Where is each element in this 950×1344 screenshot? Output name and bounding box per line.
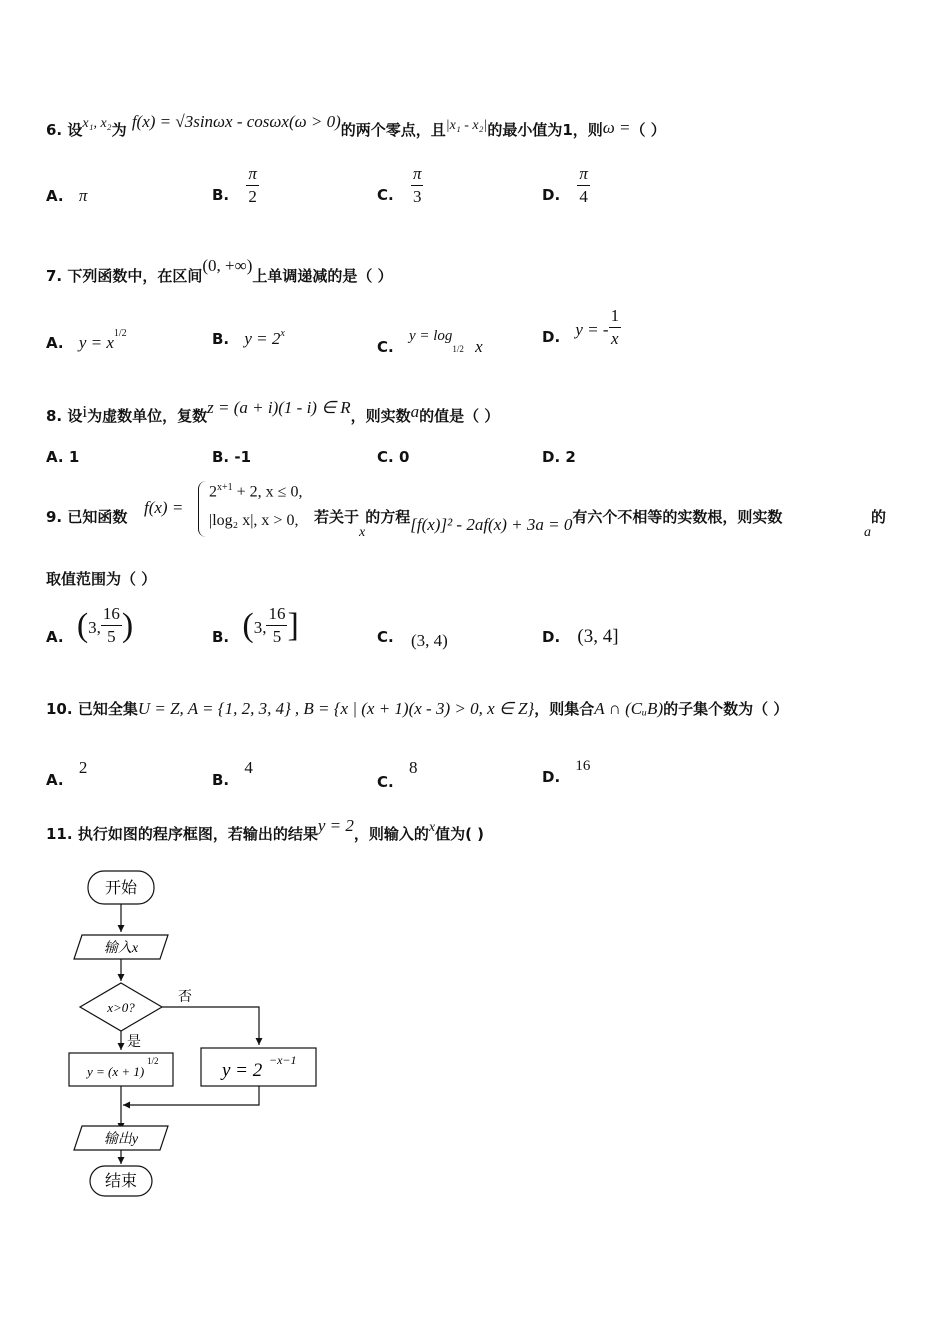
option-10d[interactable]: D. 16 — [542, 758, 591, 786]
question-number: 10. — [46, 700, 73, 718]
yes-label: 是 — [127, 1035, 141, 1050]
no-label: 否 — [178, 990, 192, 1005]
question-9-tail: a的 — [864, 508, 887, 540]
piecewise-brace — [198, 481, 207, 537]
svg-text:−x−1: −x−1 — [269, 1053, 297, 1067]
question-10: 10. 已知全集U = Z, A = {1, 2, 3, 4} , B = {x | (x + 1)(x - 3) > 0, x ∈ Z}，则集合A ∩ (CᵤB)的子集个数为（ ） — [46, 699, 789, 718]
option-10a[interactable]: A. 2 — [46, 758, 88, 789]
option-8a[interactable]: A. 1 — [46, 448, 80, 466]
formula: z = (a + i)(1 - i) ∈ R — [207, 398, 351, 417]
piece-1: $2^{x+1} + 2$, x ≤ 0, — [209, 482, 303, 501]
flowchart — [0, 860, 400, 1210]
f-definition: f(x) = — [144, 498, 184, 517]
no-process-box — [201, 1048, 316, 1086]
question-number: 8. — [46, 407, 63, 425]
question-9-mid: 若关于x的方程[f(x)]² - 2af(x) + 3a = 0有六个不相等的实数根，则实数 — [314, 508, 783, 540]
option-7c[interactable]: C. y = log1/2 x — [377, 328, 483, 356]
svg-text:开始: 开始 — [104, 880, 138, 897]
input-box — [74, 935, 168, 959]
question-number: 6. — [46, 121, 63, 139]
svg-text:y = 2: y = 2 — [222, 1060, 263, 1081]
question-9: 9. 已知函数 — [46, 508, 128, 526]
question-6: 6. 设x₁, x₂为 f(x) = √3sinωx - cosωx(ω > 0)的两个零点，且|x₁ - x₂|的最小值为1，则ω =（ ） — [46, 112, 666, 139]
svg-text:结束: 结束 — [104, 1173, 138, 1190]
option-8c[interactable]: C. 0 — [377, 448, 410, 466]
question-number: 7. — [46, 267, 63, 285]
question-number: 11. — [46, 825, 73, 843]
svg-text:输入x: 输入x — [103, 941, 139, 956]
option-8d[interactable]: D. 2 — [542, 448, 576, 466]
svg-text:1/2: 1/2 — [147, 1056, 159, 1066]
option-9a[interactable]: A. (3, $\frac{16}{5}$ ) — [46, 604, 134, 646]
end-terminal — [90, 1166, 152, 1196]
option-9d[interactable]: D. (3, 4] — [542, 626, 619, 647]
option-10c[interactable]: C. 8 — [377, 758, 418, 791]
output-box — [74, 1126, 168, 1150]
option-7a[interactable]: A. $y = x^{1/2}$ — [46, 328, 127, 352]
question-7: 7. 下列函数中，在区间(0, +∞)上单调递减的是（ ） — [46, 256, 393, 285]
option-9c[interactable]: C. (3, 4) — [377, 628, 448, 650]
option-6a[interactable]: A. π — [46, 186, 88, 205]
yes-process-box — [69, 1053, 173, 1086]
equation: [f(x)]² - 2af(x) + 3a = 0 — [410, 515, 573, 534]
question-8: 8. 设i为虚数单位，复数z = (a + i)(1 - i) ∈ R，则实数a的值是（ ） — [46, 398, 500, 425]
option-6b[interactable]: B. $\frac{\pi}{2}$ — [212, 164, 257, 206]
svg-text:y = (x + 1): y = (x + 1) — [87, 1064, 145, 1079]
formula: f(x) = √3sinωx - cosωx(ω > 0) — [131, 112, 341, 131]
piece-2: |log₂ x|, x > 0, — [209, 512, 299, 529]
option-7b[interactable]: B. $y = 2^x$ — [212, 328, 285, 348]
option-9b[interactable]: B. (3, $\frac{16}{5}$ ] — [212, 604, 299, 646]
question-11: 11. 执行如图的程序框图，若输出的结果y = 2，则输入的x值为( ) — [46, 816, 485, 843]
decision-diamond — [80, 983, 162, 1031]
option-8b[interactable]: B. -1 — [212, 448, 252, 466]
question-9-line2: 取值范围为（ ） — [46, 570, 157, 588]
option-10b[interactable]: B. 4 — [212, 758, 253, 789]
svg-text:输出y: 输出y — [103, 1132, 139, 1147]
svg-text:x>0?: x>0? — [107, 1000, 135, 1015]
option-6c[interactable]: C. $\frac{\pi}{3}$ — [377, 164, 422, 206]
option-7d[interactable]: D. y = - $\frac{1}{x}$ — [542, 306, 620, 348]
option-6d[interactable]: D. $\frac{\pi}{4}$ — [542, 164, 588, 206]
question-number: 9. — [46, 508, 63, 526]
start-terminal — [88, 871, 154, 904]
